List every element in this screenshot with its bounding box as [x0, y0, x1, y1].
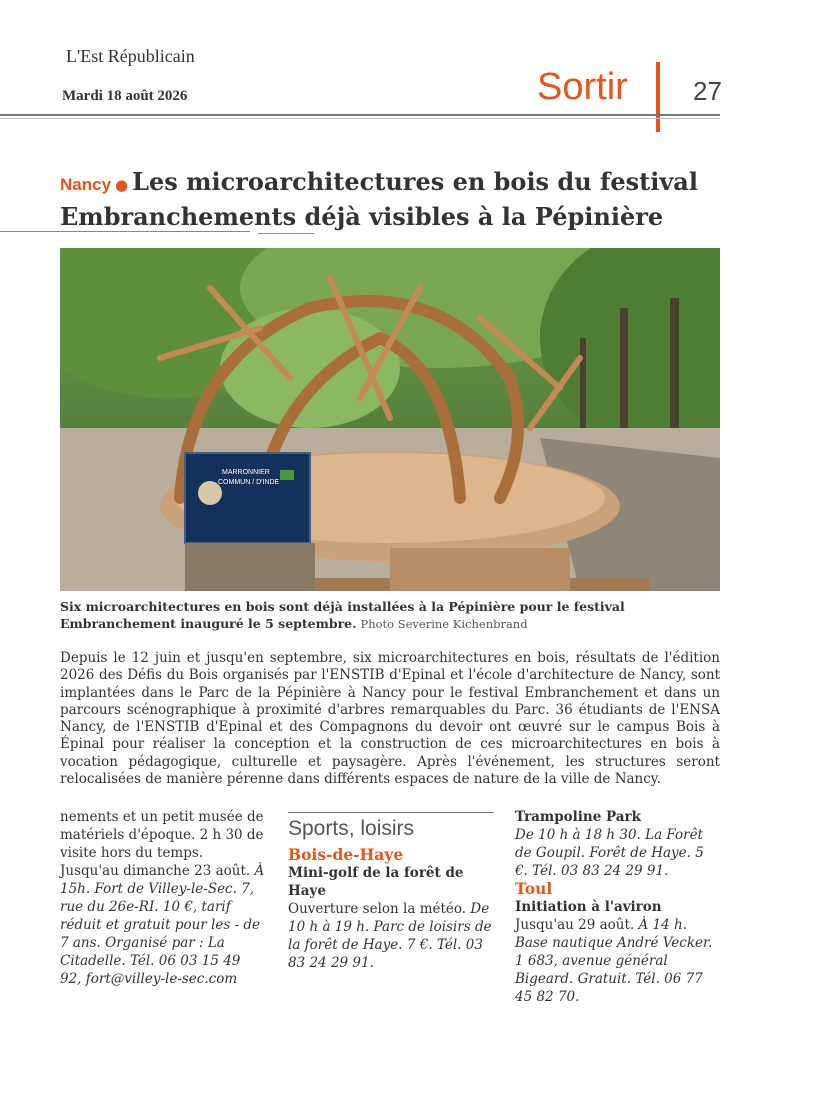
- event-text: Ouverture selon la météo.: [288, 901, 467, 917]
- listing-category-heading: Sports, loisirs: [288, 817, 415, 840]
- section-title: Sortir: [537, 66, 628, 108]
- article-title: Les microarchitectures en bois du festival Embranchements déjà visibles à la Pépinière: [60, 167, 698, 231]
- event-title: Initiation à l'aviron: [515, 899, 662, 915]
- sign-line-1: MARRONNIER: [222, 469, 270, 476]
- listing-column-2: [288, 808, 493, 972]
- issue-date: Mardi 18 août 2026: [62, 88, 188, 104]
- photo-illustration: [60, 248, 720, 591]
- listing-city: Toul: [515, 879, 553, 898]
- section-divider: [656, 62, 660, 132]
- event-text: Jusqu'au 29 août.: [515, 917, 635, 933]
- event-info: [288, 900, 493, 972]
- col1-text: nements et un petit musée de matériels d'époque. 2 h 30 de visite hors du temps. Jusqu'au dimanche 23 août.: [60, 809, 264, 879]
- headline-rule-short: [258, 233, 314, 234]
- sign-line-2: COMMUN / D'INDE: [218, 479, 280, 486]
- publication-name: L'Est Républicain: [66, 46, 195, 66]
- caption-text: Six microarchitectures en bois sont déjà installées à la Pépinière pour le festival Embranchement inauguré le 5 septembre.: [60, 599, 625, 631]
- col1-details: À 15h. Fort de Villey-le-Sec. 7, rue du 26e-RI. 10 €, tarif réduit et gratuit pour les - de 7 ans. Organisé par : La Citadelle. Tél. 06 03 15 49 92, fort@villey-le-sec.com: [60, 863, 265, 987]
- headline-rule: [0, 231, 250, 232]
- photo-caption: [60, 598, 720, 633]
- article-photo: [60, 248, 720, 591]
- kicker-bullet: ●: [115, 176, 129, 194]
- header-rule: [0, 114, 720, 116]
- article-headline: [60, 166, 720, 232]
- event-title: Mini-golf de la forêt de Haye: [288, 865, 464, 899]
- article-body: Depuis le 12 juin et jusqu'en septembre, six microarchitectures en bois, résultats de l'édition 2026 des Défis du Bois organisés par l'ENSTIB d'Epinal et l'école d'architecture de Nancy, sont implantées dans le Parc de la Pépinière à Nancy pour le festival Embranchement et dans un parcours scénographique à proximité d'arbres remarquables du Parc. 36 étudiants de l'ENSA Nancy, de l'ENSTIB d'Epinal et des Compagnons du devoir ont œuvré sur le campus Bois à Épinal pour réaliser la conception et la construction de ces microarchitectures en bois à vocation pédagogique, culturelle et paysagère. Après l'événement, les structures seront relocalisées de manière pérenne dans différents espaces de nature de la ville de Nancy.: [60, 650, 720, 788]
- photo-credit: Photo Severine Kichenbrand: [360, 617, 528, 631]
- listing-column-3: [515, 808, 720, 1006]
- event-details: À 14 h. Base nautique André Vecker. 1 683, avenue général Bigeard. Gratuit. Tél. 06 77 45 82 70.: [515, 917, 713, 1005]
- event-details: De 10 h à 18 h 30. La Forêt de Goupil. Forêt de Haye. 5 €. Tél. 03 83 24 29 91.: [515, 827, 704, 879]
- article-kicker: Nancy: [60, 175, 112, 194]
- event-info: [515, 916, 720, 1006]
- page-number: 27: [693, 76, 722, 106]
- listing-column-1: [60, 808, 265, 988]
- event-details: De 10 h à 19 h. Parc de loisirs de la forêt de Haye. 7 €. Tél. 03 83 24 29 91.: [288, 901, 492, 971]
- listing-city: Bois-de-Haye: [288, 845, 404, 864]
- event-title: Trampoline Park: [515, 809, 642, 825]
- header-rule-thin: [0, 118, 720, 119]
